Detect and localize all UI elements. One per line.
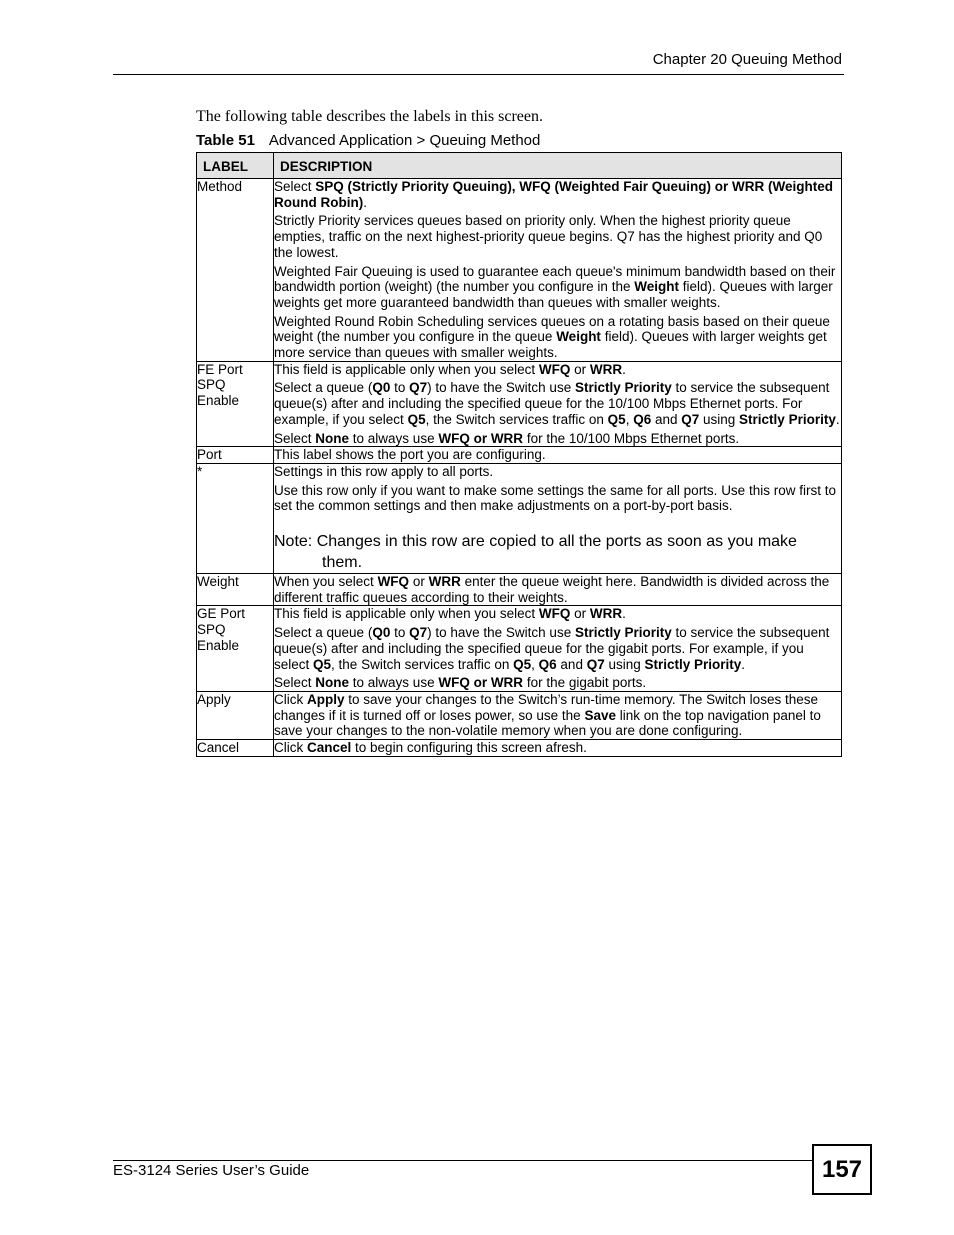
- description-column-header: DESCRIPTION: [274, 153, 842, 179]
- row-label: [197, 606, 274, 692]
- text-run: Select: [274, 675, 316, 691]
- text-run: Use this row only if you want to make some settings the same for all ports. Use this row first to set the common settings and then make adjustments on a port-by-port basis.: [274, 482, 836, 514]
- bold-term: WFQ: [377, 574, 410, 590]
- bold-term: Q7: [409, 625, 428, 641]
- row-label-line: FE Port: [197, 361, 243, 377]
- row-label-line: Weight: [197, 574, 239, 590]
- row-label: [197, 361, 274, 447]
- description-paragraph: [274, 264, 841, 311]
- text-run: This field is applicable only when you select: [274, 606, 539, 622]
- table-row: [197, 179, 842, 362]
- bold-term: SPQ (Strictly Priority Queuing), WFQ (Weighted Fair Queuing) or WRR (Weighted Round Robin): [274, 179, 834, 210]
- row-label-line: Apply: [197, 691, 231, 707]
- page-number: 157: [812, 1144, 872, 1195]
- description-paragraph: [274, 431, 841, 447]
- table-row: [197, 691, 842, 739]
- text-run: using: [604, 656, 645, 672]
- bold-term: WFQ: [538, 606, 571, 622]
- text-run: link on the top navigation panel to save your changes to the non-volatile memory when you are done configuring.: [274, 707, 821, 739]
- text-run: enter the queue weight here. Bandwidth is divided across the different traffic queues according to their weights.: [274, 574, 830, 605]
- text-run: ,: [531, 656, 539, 672]
- text-run: .: [835, 411, 840, 427]
- description-paragraph: [274, 483, 841, 514]
- row-description: [274, 606, 842, 692]
- text-run: , the Switch services traffic on: [425, 411, 608, 427]
- row-label-line: Enable: [197, 393, 240, 409]
- row-label-line: GE Port: [197, 606, 246, 622]
- bold-term: Weight: [556, 329, 601, 345]
- row-description: [274, 447, 842, 464]
- guide-title: ES-3124 Series User’s Guide: [113, 1162, 310, 1179]
- label-column-header: LABEL: [197, 153, 274, 179]
- text-run: ) to have the Switch use: [427, 625, 575, 641]
- row-label: [197, 691, 274, 739]
- text-run: When you select: [274, 574, 378, 590]
- text-run: Click: [274, 691, 307, 707]
- chapter-header: Chapter 20 Queuing Method: [652, 51, 842, 68]
- text-run: to service the subsequent queue(s) after and including the specified queue for the 10/100 Mbps Ethernet ports. For example, if you select: [274, 380, 830, 427]
- row-label: [197, 463, 274, 573]
- text-run: .: [622, 606, 626, 622]
- bold-term: Save: [584, 707, 616, 723]
- bold-term: Q5: [313, 656, 332, 672]
- description-paragraph: [274, 213, 841, 260]
- text-run: and: [556, 656, 587, 672]
- labels-table: [196, 152, 842, 757]
- description-paragraph: [274, 464, 841, 480]
- description-paragraph: [274, 692, 841, 739]
- table-row: [197, 606, 842, 692]
- text-run: to save your changes to the Switch’s run-time memory. The Switch loses these changes if it is turned off or loses power, so use the: [274, 691, 818, 723]
- bold-term: WRR: [589, 361, 623, 377]
- header-rule: [113, 74, 844, 75]
- bold-term: Q5: [607, 411, 626, 427]
- text-run: Weighted Fair Queuing is used to guarantee each queue's minimum bandwidth based on their bandwidth portion (weight) (the number you configure in the: [274, 263, 836, 295]
- bold-term: WFQ or WRR: [438, 675, 524, 691]
- table-row: [197, 361, 842, 447]
- text-run: to always use: [349, 430, 439, 446]
- text-run: Strictly Priority services queues based on priority only. When the highest priority queue empties, traffic on the next highest-priority queue begins. Q7 has the highest priority and Q0 the lowest.: [274, 213, 823, 260]
- description-paragraph: [274, 606, 841, 622]
- bold-term: Q7: [681, 411, 700, 427]
- text-run: Select a queue (: [274, 380, 373, 396]
- text-run: using: [699, 411, 740, 427]
- description-paragraph: [274, 380, 841, 427]
- table-row: [197, 574, 842, 606]
- bold-term: Strictly Priority: [574, 380, 672, 396]
- row-label: [197, 447, 274, 464]
- text-run: for the 10/100 Mbps Ethernet ports.: [523, 430, 740, 446]
- row-description: [274, 361, 842, 447]
- text-run: Weighted Round Robin Scheduling services queues on a rotating basis based on their queue weight (the number you configure in the queue: [274, 313, 830, 345]
- bold-term: WFQ or WRR: [438, 430, 524, 446]
- row-label: [197, 179, 274, 362]
- text-run: or: [570, 361, 590, 377]
- bold-term: Q7: [409, 380, 428, 396]
- bold-term: None: [315, 675, 350, 691]
- bold-term: Apply: [307, 691, 345, 707]
- row-label-line: Enable: [197, 637, 240, 653]
- bold-term: Q6: [538, 656, 557, 672]
- text-run: Settings in this row apply to all ports.: [274, 463, 494, 479]
- intro-paragraph: The following table describes the labels in this screen.: [196, 108, 544, 125]
- table-header-row: [197, 153, 842, 179]
- bold-term: WRR: [428, 574, 461, 590]
- table-body: [197, 179, 842, 757]
- row-label-line: SPQ: [197, 622, 226, 638]
- text-run: field). Queues with larger weights get more service than queues with smaller weights.: [274, 329, 827, 361]
- bold-term: Cancel: [307, 740, 352, 756]
- text-run: to service the subsequent queue(s) after and including the specified queue for the gigabit ports. For example, if you select: [274, 625, 830, 672]
- note-text: Note: Changes in this row are copied to all the ports as soon as you make them.: [274, 533, 797, 572]
- text-run: ,: [625, 411, 634, 427]
- description-paragraph: [274, 179, 841, 210]
- text-run: .: [741, 656, 746, 672]
- text-run: for the gigabit ports.: [523, 675, 647, 691]
- table-title: Advanced Application > Queuing Method: [268, 132, 541, 149]
- text-run: Click: [274, 740, 307, 756]
- row-label-line: Port: [197, 447, 222, 463]
- text-run: to always use: [349, 675, 439, 691]
- row-description: [274, 463, 842, 573]
- bold-term: Q7: [586, 656, 605, 672]
- description-paragraph: [274, 362, 841, 378]
- row-description: [274, 179, 842, 362]
- description-paragraph: [274, 740, 841, 756]
- text-run: to begin configuring this screen afresh.: [351, 740, 587, 756]
- description-paragraph: [274, 675, 841, 691]
- row-label: [197, 740, 274, 757]
- text-run: , the Switch services traffic on: [331, 656, 514, 672]
- text-run: to: [390, 380, 410, 396]
- text-run: to: [390, 625, 410, 641]
- description-paragraph: [274, 574, 841, 605]
- bold-term: Strictly Priority: [574, 625, 672, 641]
- text-run: This label shows the port you are configuring.: [274, 447, 546, 463]
- text-run: or: [570, 606, 590, 622]
- row-label-line: *: [197, 463, 203, 479]
- description-paragraph: [274, 625, 841, 672]
- bold-term: Weight: [634, 279, 679, 295]
- row-label-line: Cancel: [197, 740, 240, 756]
- row-description: [274, 740, 842, 757]
- bold-term: Q0: [372, 625, 391, 641]
- bold-term: Q0: [372, 380, 391, 396]
- row-description: [274, 574, 842, 606]
- row-label-line: Method: [197, 179, 243, 194]
- description-paragraph: [274, 314, 841, 361]
- bold-term: Strictly Priority: [739, 411, 836, 427]
- table-number: Table 51: [196, 132, 255, 149]
- description-paragraph: [274, 447, 841, 463]
- footer-rule: [113, 1160, 813, 1161]
- table-row: [197, 447, 842, 464]
- bold-term: None: [315, 430, 350, 446]
- text-run: or: [409, 574, 429, 590]
- bold-term: Q5: [407, 411, 426, 427]
- text-run: .: [363, 194, 367, 210]
- text-run: This field is applicable only when you select: [274, 361, 539, 377]
- bold-term: WRR: [589, 606, 623, 622]
- row-description: [274, 691, 842, 739]
- bold-term: Q6: [633, 411, 652, 427]
- text-run: Select: [274, 430, 316, 446]
- text-run: Select a queue (: [274, 625, 373, 641]
- table-row: [197, 740, 842, 757]
- bold-term: Q5: [513, 656, 532, 672]
- table-caption: [196, 132, 540, 149]
- text-run: .: [622, 361, 626, 377]
- row-label-line: SPQ: [197, 377, 226, 393]
- bold-term: Strictly Priority: [644, 656, 742, 672]
- row-label: [197, 574, 274, 606]
- table-row: [197, 463, 842, 573]
- bold-term: WFQ: [538, 361, 571, 377]
- text-run: field). Queues with larger weights get more guaranteed bandwidth than queues with smaller weights.: [274, 279, 833, 310]
- text-run: and: [651, 411, 682, 427]
- text-run: Select: [274, 179, 316, 194]
- text-run: ) to have the Switch use: [427, 380, 575, 396]
